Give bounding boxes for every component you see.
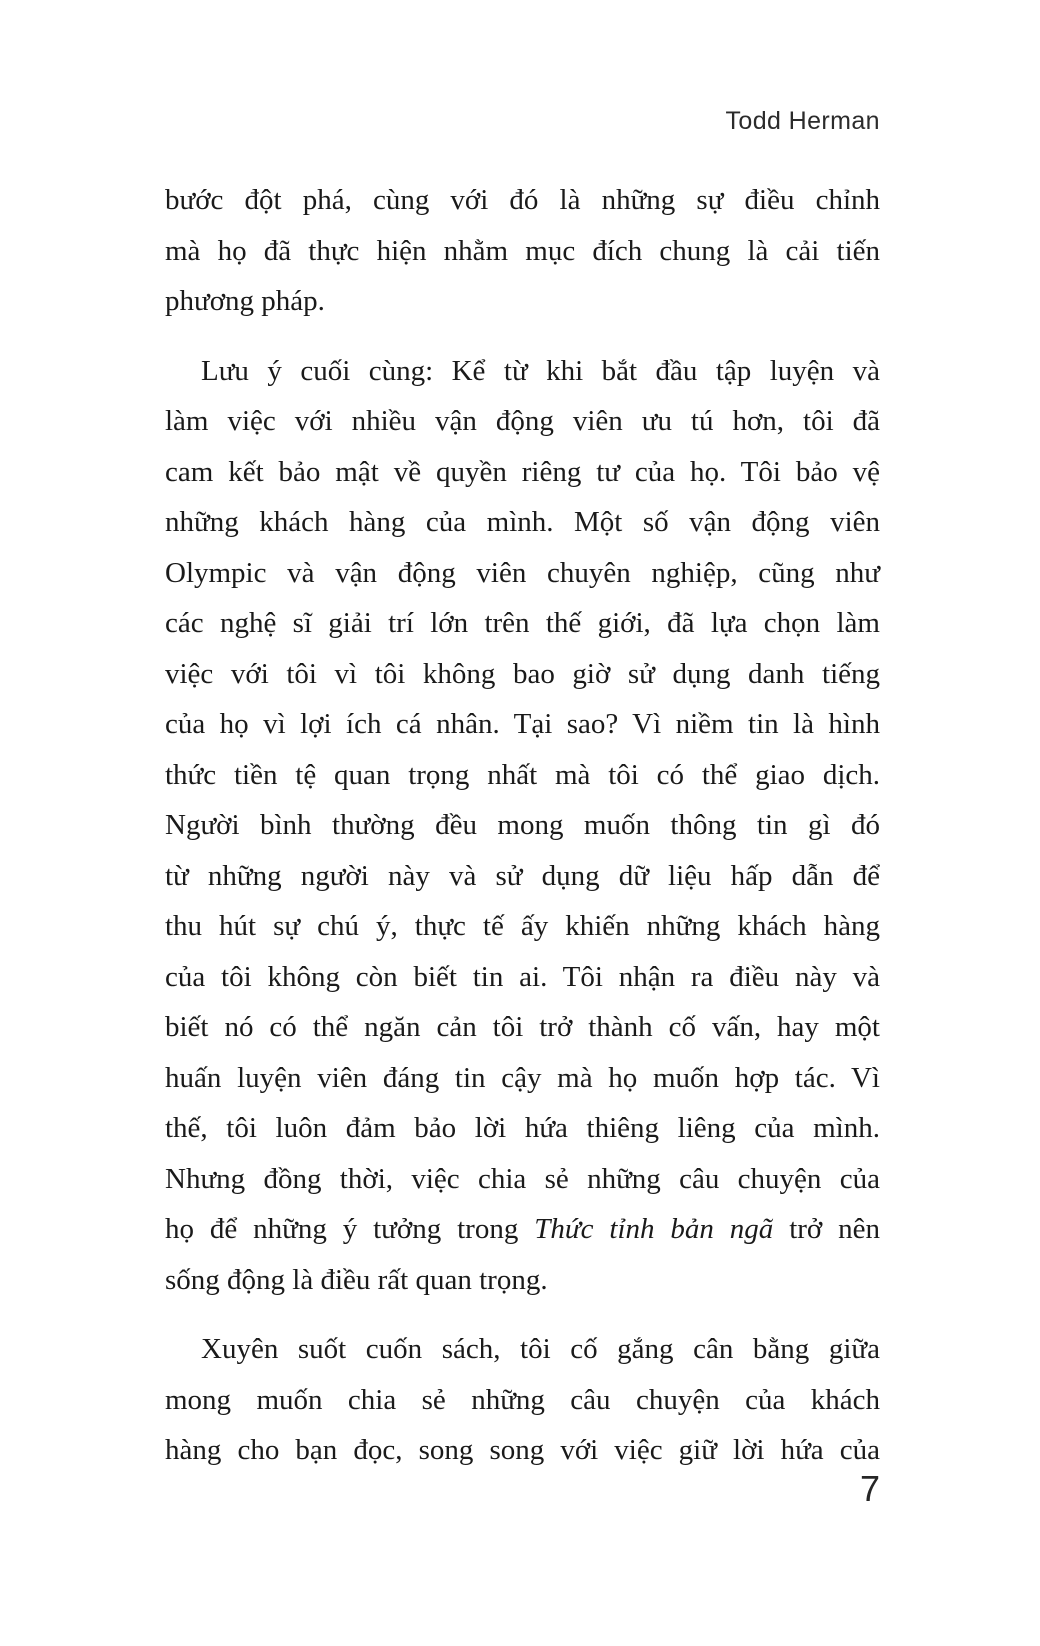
text-line: hàng cho bạn đọc, song song với việc giữ lời hứa của — [165, 1434, 880, 1466]
page-number: 7 — [859, 1468, 880, 1509]
text-line: Lưu ý cuối cùng: Kể từ khi bắt đầu tập luyện và — [201, 354, 880, 387]
paragraph-1 — [165, 175, 880, 327]
running-header-author: Todd Herman — [725, 107, 880, 135]
text-segment: trở nên — [773, 1213, 881, 1245]
text-line: biết nó có thể ngăn cản tôi trở thành cố vấn, hay một — [165, 1011, 880, 1043]
page-body — [165, 175, 880, 1495]
text-line: việc với tôi vì tôi không bao giờ sử dụng danh tiếng — [165, 657, 880, 690]
text-line: bước đột phá, cùng với đó là những sự điều chỉnh — [165, 184, 880, 216]
text-line: mong muốn chia sẻ những câu chuyện của khách — [165, 1383, 880, 1416]
text-line-with-book-title — [165, 1204, 880, 1255]
text-line: huấn luyện viên đáng tin cậy mà họ muốn hợp tác. Vì — [165, 1061, 880, 1094]
text-line: thức tiền tệ quan trọng nhất mà tôi có thể giao dịch. — [165, 758, 880, 791]
paragraph-2 — [165, 346, 880, 1306]
text-line: thu hút sự chú ý, thực tế ấy khiến những khách hàng — [165, 910, 880, 942]
book-title-italic: Thức tỉnh bản ngã — [534, 1213, 774, 1245]
text-line: Người bình thường đều mong muốn thông tin gì đó — [165, 809, 880, 841]
text-line: Xuyên suốt cuốn sách, tôi cố gắng cân bằng giữa — [201, 1333, 880, 1365]
text-line: thế, tôi luôn đảm bảo lời hứa thiêng liêng của mình. — [165, 1112, 880, 1144]
text-line: của tôi không còn biết tin ai. Tôi nhận ra điều này và — [165, 960, 880, 993]
text-line: mà họ đã thực hiện nhằm mục đích chung là cải tiến — [165, 234, 880, 267]
text-line: những khách hàng của mình. Một số vận động viên — [165, 506, 880, 538]
text-line: cam kết bảo mật về quyền riêng tư của họ. Tôi bảo vệ — [165, 455, 880, 488]
text-line: Nhưng đồng thời, việc chia sẻ những câu chuyện của — [165, 1162, 880, 1195]
text-line: Olympic và vận động viên chuyên nghiệp, cũng như — [165, 556, 880, 589]
text-line: sống động là điều rất quan trọng. — [165, 1263, 548, 1296]
text-line: của họ vì lợi ích cá nhân. Tại sao? Vì niềm tin là hình — [165, 708, 880, 740]
paragraph-3 — [165, 1324, 880, 1476]
text-line: các nghệ sĩ giải trí lớn trên thế giới, đã lựa chọn làm — [165, 607, 880, 639]
text-segment: họ để những ý tưởng trong — [165, 1213, 535, 1245]
text-line: làm việc với nhiều vận động viên ưu tú hơn, tôi đã — [165, 405, 880, 437]
text-line: phương pháp. — [165, 285, 325, 317]
text-line: từ những người này và sử dụng dữ liệu hấp dẫn để — [165, 859, 880, 892]
